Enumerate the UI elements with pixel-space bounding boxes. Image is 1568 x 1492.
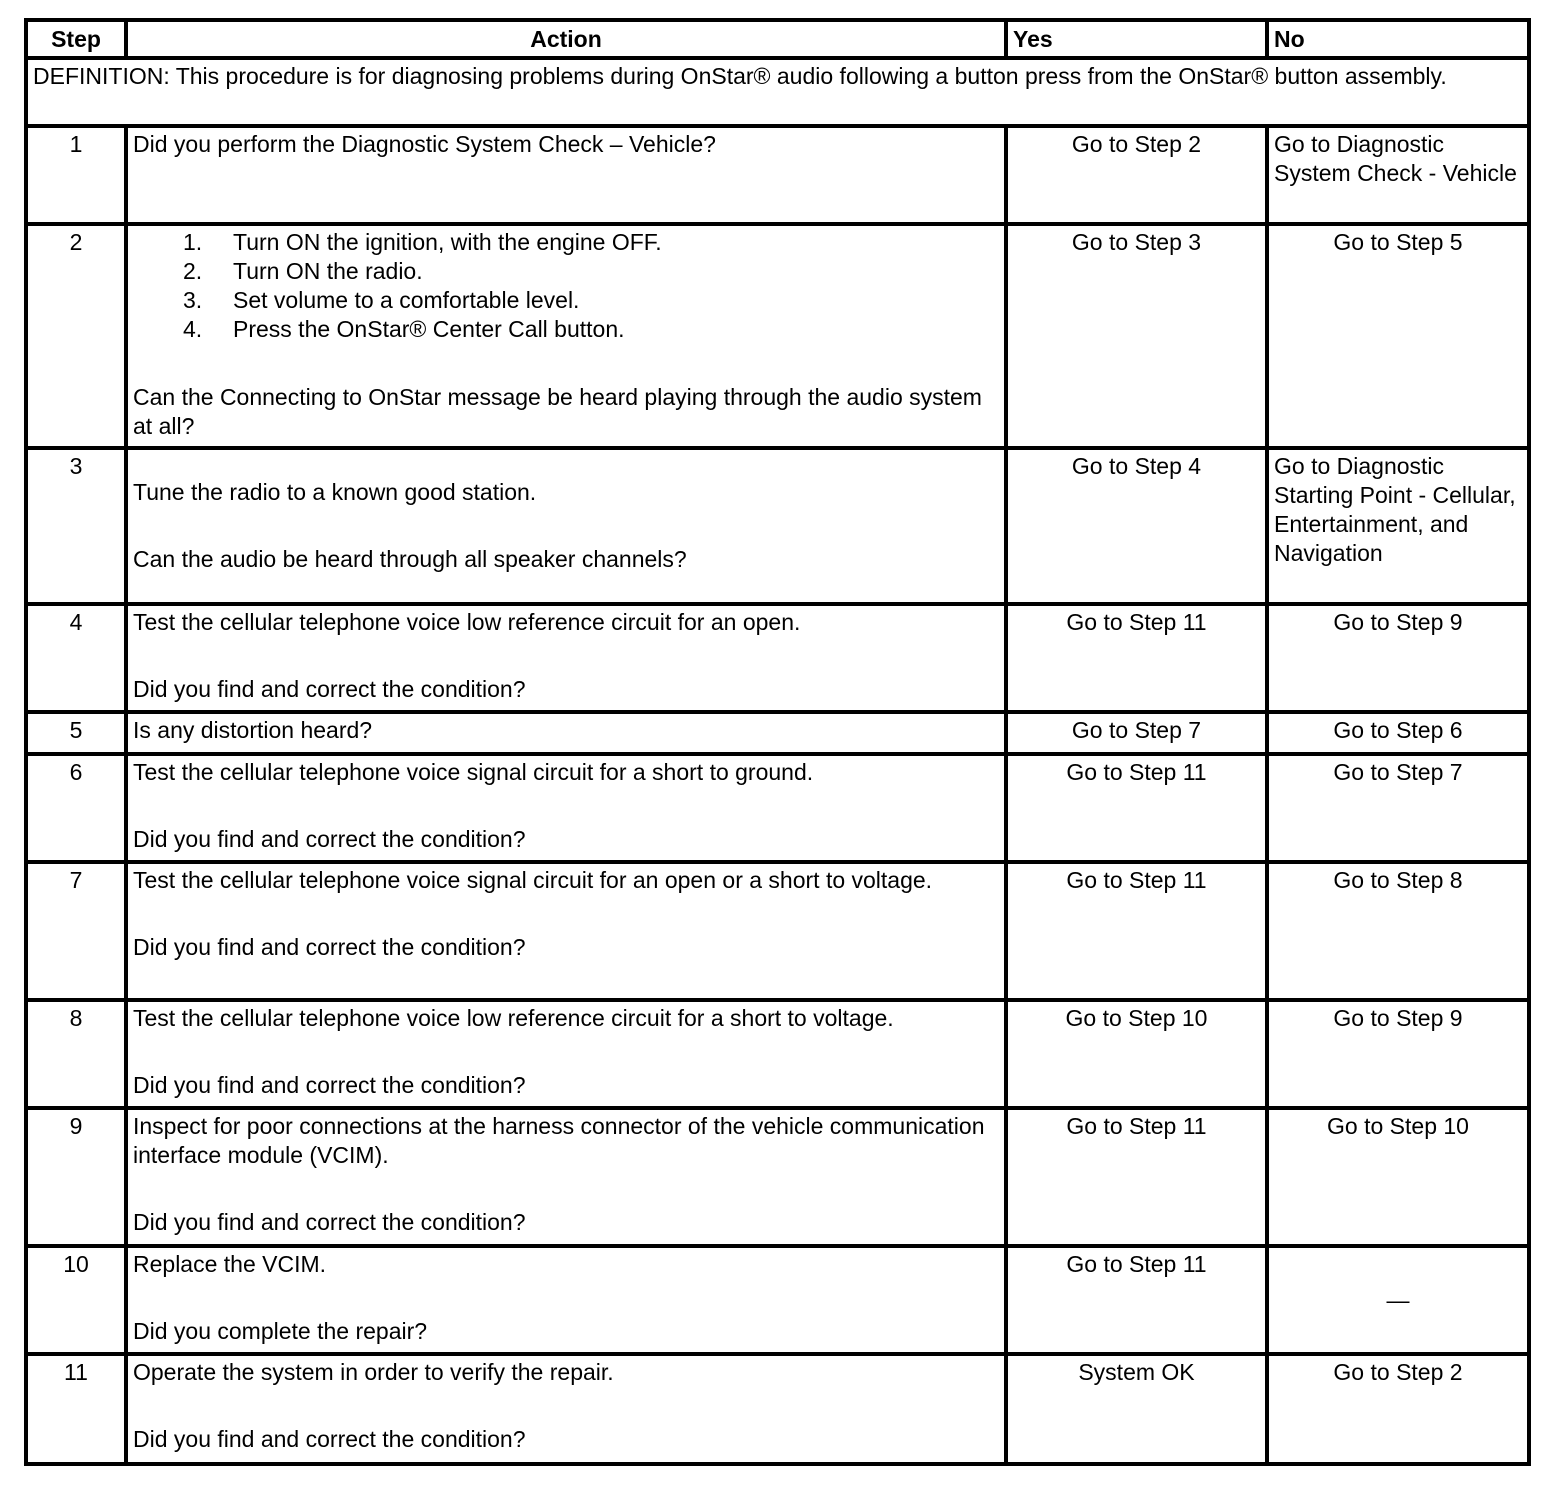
no-cell: Go to Step 6 [1267, 712, 1529, 754]
substep-number: 1. [183, 229, 203, 255]
header-row [26, 20, 1529, 58]
action-instruction: Inspect for poor connections at the harness connector of the vehicle communication interface module (VCIM). [133, 1113, 985, 1168]
action-question: Did you find and correct the condition? [133, 934, 526, 960]
spacer [133, 1387, 999, 1425]
definition-row [26, 58, 1529, 126]
yes-cell: Go to Step 10 [1006, 1000, 1267, 1108]
action-instruction: Replace the VCIM. [133, 1251, 327, 1277]
action-cell [126, 712, 1006, 754]
substep-text: Turn ON the ignition, with the engine OFF. [233, 229, 662, 255]
step-number: 1 [26, 126, 126, 224]
action-instruction: Test the cellular telephone voice signal circuit for a short to ground. [133, 759, 814, 785]
header-no: No [1267, 20, 1529, 58]
spacer [133, 787, 999, 825]
substep-number: 4. [183, 316, 203, 342]
action-question: Did you find and correct the condition? [133, 1426, 526, 1452]
spacer [133, 895, 999, 933]
list-item [183, 315, 999, 344]
no-cell: Go to Step 9 [1267, 604, 1529, 712]
table-row [26, 754, 1529, 862]
action-cell [126, 224, 1006, 448]
diagnostic-table [24, 18, 1531, 1466]
header-yes: Yes [1006, 20, 1267, 58]
header-action: Action [126, 20, 1006, 58]
step-number: 4 [26, 604, 126, 712]
table-row [26, 224, 1529, 448]
no-cell: Go to Step 8 [1267, 862, 1529, 1000]
action-cell [126, 862, 1006, 1000]
no-cell: Go to Step 10 [1267, 1108, 1529, 1246]
action-cell [126, 754, 1006, 862]
yes-cell: Go to Step 2 [1006, 126, 1267, 224]
action-question: Can the audio be heard through all speaker channels? [133, 546, 687, 572]
action-question: Did you find and correct the condition? [133, 1072, 526, 1098]
yes-cell: Go to Step 11 [1006, 862, 1267, 1000]
table-row [26, 1246, 1529, 1354]
action-cell [126, 1108, 1006, 1246]
yes-cell: Go to Step 3 [1006, 224, 1267, 448]
header-step: Step [26, 20, 126, 58]
list-item [183, 228, 999, 257]
step-number: 11 [26, 1354, 126, 1464]
action-question: Did you find and correct the condition? [133, 676, 526, 702]
yes-cell: Go to Step 11 [1006, 1246, 1267, 1354]
spacer [133, 344, 999, 383]
no-cell: Go to Step 5 [1267, 224, 1529, 448]
step-number: 5 [26, 712, 126, 754]
action-instruction: Did you perform the Diagnostic System Check – Vehicle? [133, 131, 716, 157]
action-question: Did you complete the repair? [133, 1318, 428, 1344]
action-instruction: Test the cellular telephone voice low reference circuit for an open. [133, 609, 801, 635]
step-number: 6 [26, 754, 126, 862]
no-cell: — [1267, 1246, 1529, 1354]
step-number: 7 [26, 862, 126, 1000]
action-instruction: Test the cellular telephone voice signal circuit for an open or a short to voltage. [133, 867, 933, 893]
spacer [133, 637, 999, 675]
spacer [133, 1170, 999, 1208]
action-instruction: Test the cellular telephone voice low reference circuit for a short to voltage. [133, 1005, 894, 1031]
action-instruction: Tune the radio to a known good station. [133, 479, 537, 505]
step-number: 3 [26, 448, 126, 604]
action-cell [126, 1246, 1006, 1354]
step-number: 10 [26, 1246, 126, 1354]
substep-number: 3. [183, 287, 203, 313]
no-cell: Go to Diagnostic System Check - Vehicle [1267, 126, 1529, 224]
substep-text: Turn ON the radio. [233, 258, 423, 284]
table-row [26, 1354, 1529, 1464]
substep-list [133, 228, 999, 344]
substep-number: 2. [183, 258, 203, 284]
action-question: Did you find and correct the condition? [133, 826, 526, 852]
action-cell [126, 604, 1006, 712]
substep-text: Set volume to a comfortable level. [233, 287, 580, 313]
substep-text: Press the OnStar® Center Call button. [233, 316, 625, 342]
table-row [26, 604, 1529, 712]
action-cell [126, 448, 1006, 604]
list-item [183, 257, 999, 286]
table-row [26, 448, 1529, 604]
diagnostic-table-wrapper [24, 18, 1527, 1466]
no-cell: Go to Step 9 [1267, 1000, 1529, 1108]
table-row [26, 1000, 1529, 1108]
no-cell: Go to Step 7 [1267, 754, 1529, 862]
step-number: 9 [26, 1108, 126, 1246]
yes-cell: System OK [1006, 1354, 1267, 1464]
spacer [133, 1279, 999, 1317]
action-question: Is any distortion heard? [133, 717, 373, 743]
action-instruction: Operate the system in order to verify the repair. [133, 1359, 614, 1385]
yes-cell: Go to Step 11 [1006, 1108, 1267, 1246]
yes-cell: Go to Step 7 [1006, 712, 1267, 754]
yes-cell: Go to Step 11 [1006, 604, 1267, 712]
action-cell [126, 126, 1006, 224]
yes-cell: Go to Step 4 [1006, 448, 1267, 604]
table-row [26, 1108, 1529, 1246]
action-question: Did you find and correct the condition? [133, 1209, 526, 1235]
no-cell: Go to Diagnostic Starting Point - Cellular, Entertainment, and Navigation [1267, 448, 1529, 604]
list-item [183, 286, 999, 315]
table-row [26, 712, 1529, 754]
table-row [26, 126, 1529, 224]
action-cell [126, 1000, 1006, 1108]
step-number: 8 [26, 1000, 126, 1108]
table-row [26, 862, 1529, 1000]
definition-text: DEFINITION: This procedure is for diagnosing problems during OnStar® audio following a button press from the OnStar® button assembly. [26, 58, 1529, 126]
action-question: Can the Connecting to OnStar message be heard playing through the audio system at all? [133, 384, 982, 439]
spacer [133, 507, 999, 545]
step-number: 2 [26, 224, 126, 448]
action-cell [126, 1354, 1006, 1464]
yes-cell: Go to Step 11 [1006, 754, 1267, 862]
no-cell: Go to Step 2 [1267, 1354, 1529, 1464]
spacer [133, 1033, 999, 1071]
